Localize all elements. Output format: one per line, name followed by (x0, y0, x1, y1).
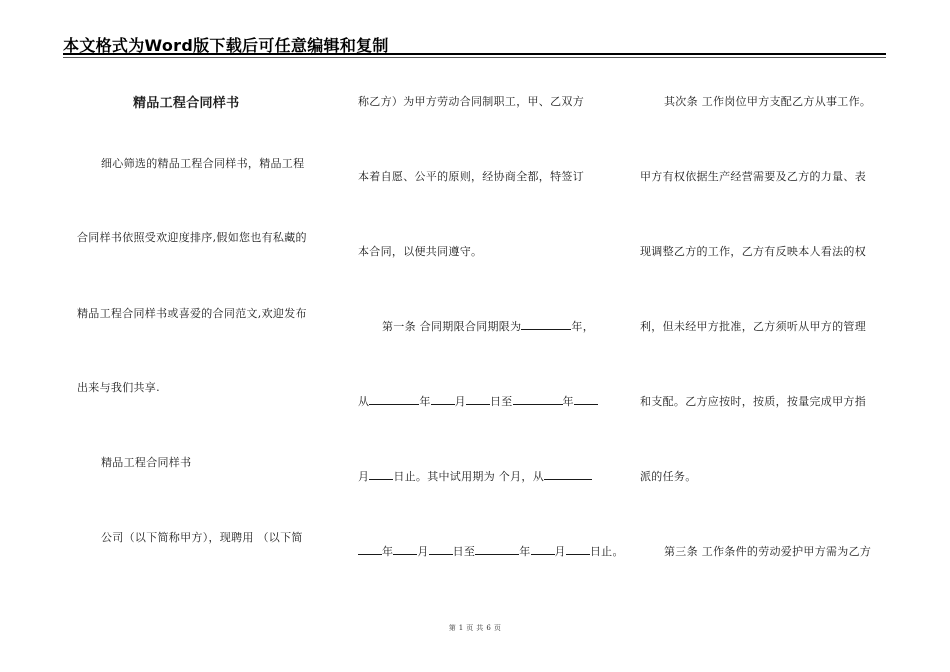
paragraph-line: 出来与我们共享. (77, 381, 160, 394)
term-text: 第一条 合同期限合同期限为 (382, 320, 522, 333)
paragraph-line: 精品工程合同样书或喜爱的合同范文,欢迎发布 (77, 307, 307, 320)
paragraph-line: 公司（以下简称甲方），现聘用 （以下简 (101, 531, 303, 544)
date-text: 日止。其中试用期为 个月，从 (393, 470, 545, 483)
blank-field (521, 320, 571, 330)
paragraph-line: 派的任务。 (640, 470, 697, 483)
date-text: 从 (358, 395, 370, 408)
date-text: 月 (554, 545, 566, 558)
date-text: 月 (454, 395, 466, 408)
blank-field (574, 395, 598, 405)
term-text: 年， (571, 320, 595, 333)
date-text: 年 (519, 545, 531, 558)
blank-field (531, 545, 555, 555)
blank-field (544, 470, 592, 480)
section-heading: 第三条 工作条件的劳动爱护甲方需为乙方 (664, 545, 872, 558)
section-heading: 精品工程合同样书 (101, 456, 192, 469)
section-heading: 其次条 工作岗位甲方支配乙方从事工作。 (664, 95, 872, 108)
paragraph-line: 甲方有权依据生产经营需要及乙方的力量、表 (640, 170, 866, 183)
blank-field (566, 545, 590, 555)
date-text: 日止。 (589, 545, 624, 558)
paragraph-line: 本合同，以便共同遵守。 (358, 245, 483, 258)
blank-field (513, 395, 563, 405)
date-text: 月 (358, 470, 370, 483)
paragraph-line: 称乙方）为甲方劳动合同制职工，甲、乙双方 (358, 95, 584, 108)
document-title: 精品工程合同样书 (133, 96, 240, 111)
date-text: 月 (417, 545, 429, 558)
date-range-line (358, 543, 624, 559)
paragraph-line: 利，但未经甲方批准，乙方须听从甲方的管理 (640, 320, 866, 333)
date-text: 年 (382, 545, 394, 558)
paragraph-line: 本着自愿、公平的原则，经协商全都，特签订 (358, 170, 584, 183)
paragraph-line: 细心筛选的精品工程合同样书，精品工程 (101, 157, 305, 170)
header-rule-thick (63, 53, 886, 55)
probation-line (358, 468, 592, 484)
header-rule-thin (63, 57, 886, 58)
date-text: 年 (562, 395, 574, 408)
paragraph-line: 合同样书依照受欢迎度排序,假如您也有私藏的 (77, 231, 307, 244)
blank-field (369, 395, 419, 405)
paragraph-line: 现调整乙方的工作，乙方有反映本人看法的权 (640, 245, 866, 258)
date-text: 日至 (489, 395, 513, 408)
blank-field (358, 545, 382, 555)
blank-field (475, 545, 519, 555)
date-text: 年 (419, 395, 431, 408)
blank-field (431, 395, 455, 405)
blank-field (393, 545, 417, 555)
blank-field (369, 470, 393, 480)
date-range-line (358, 393, 598, 409)
blank-field (429, 545, 453, 555)
contract-term-line (382, 318, 594, 334)
page-header: 本文格式为Word版下载后可任意编辑和复制 (63, 36, 389, 55)
blank-field (466, 395, 490, 405)
page-footer: 第 1 页 共 6 页 (448, 624, 502, 632)
paragraph-line: 和支配。乙方应按时，按质，按量完成甲方指 (640, 395, 866, 408)
date-text: 日至 (452, 545, 476, 558)
